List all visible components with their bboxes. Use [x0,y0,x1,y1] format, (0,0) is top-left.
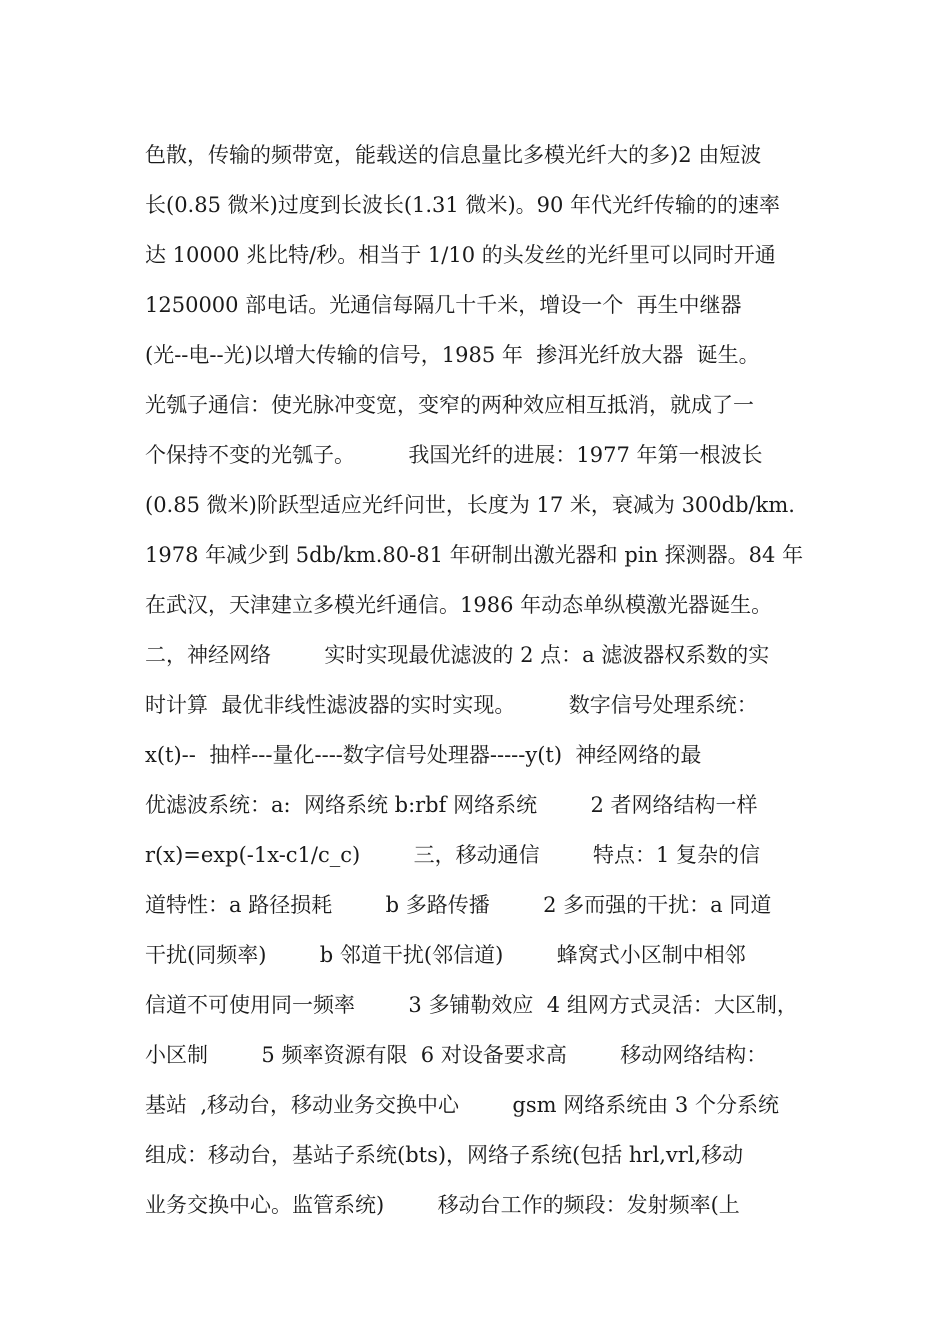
text-line: 色散，传输的频带宽，能载送的信息量比多模光纤大的多)2 由短波 [145,143,762,167]
text-line: 二，神经网络 实时实现最优滤波的 2 点：a 滤波器权系数的实 [145,643,770,667]
body-text [145,130,825,1230]
text-line: x(t)-- 抽样---量化----数字信号处理器-----y(t) 神经网络的最 [145,743,702,767]
text-line: 基站 ,移动台，移动业务交换中心 gsm 网络系统由 3 个分系统 [145,1093,779,1117]
text-line: 长(0.85 微米)过度到长波长(1.31 微米)。90 年代光纤传输的的速率 [145,193,781,217]
text-line: 信道不可使用同一频率 3 多铺勒效应 4 组网方式灵活：大区制， [145,993,798,1017]
text-line: 时计算 最优非线性滤波器的实时实现。 数字信号处理系统： [145,693,758,717]
text-line: 干扰(同频率) b 邻道干扰(邻信道) 蜂窝式小区制中相邻 [145,943,746,967]
text-line: 达 10000 兆比特/秒。相当于 1/10 的头发丝的光纤里可以同时开通 [145,243,776,267]
text-line: 1250000 部电话。光通信每隔几十千米，增设一个 再生中继器 [145,293,742,317]
text-line: r(x)=exp(-1x-c1/c_c) 三，移动通信 特点：1 复杂的信 [145,843,761,867]
text-line: 在武汉，天津建立多模光纤通信。1986 年动态单纵模激光器诞生。 [145,593,773,617]
text-line: (光--电--光)以增大传输的信号，1985 年 掺洱光纤放大器 诞生。 [145,343,760,367]
text-line: 1978 年减少到 5db/km.80-81 年研制出激光器和 pin 探测器。84 年 [145,543,804,567]
text-line: 组成：移动台，基站子系统(bts)，网络子系统(包括 hrl,vrl,移动 [145,1143,744,1167]
text-line: 业务交换中心。监管系统) 移动台工作的频段：发射频率(上 [145,1193,740,1217]
text-line: 优滤波系统：a: 网络系统 b:rbf 网络系统 2 者网络结构一样 [145,793,758,817]
text-line: 个保持不变的光瓠子。 我国光纤的进展：1977 年第一根波长 [145,443,763,467]
text-line: (0.85 微米)阶跃型适应光纤问世，长度为 17 米，衰减为 300db/km. [145,493,795,517]
text-line: 小区制 5 频率资源有限 6 对设备要求高 移动网络结构： [145,1043,768,1067]
text-line: 道特性：a 路径损耗 b 多路传播 2 多而强的干扰：a 同道 [145,893,772,917]
text-line: 光瓠子通信：使光脉冲变宽，变窄的两种效应相互抵消，就成了一 [145,393,754,417]
